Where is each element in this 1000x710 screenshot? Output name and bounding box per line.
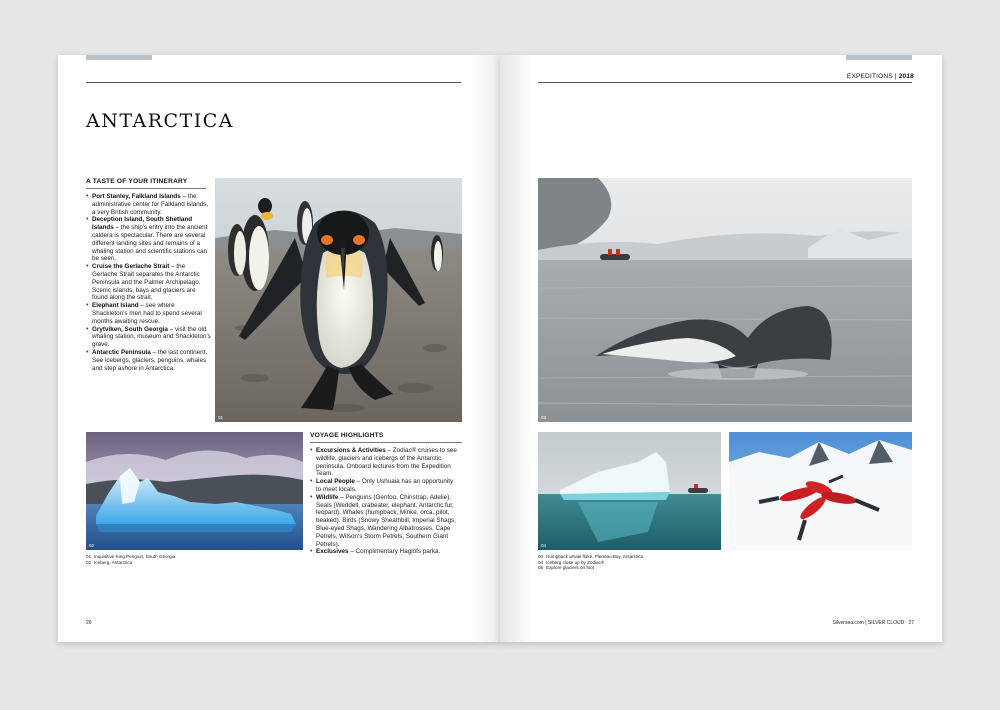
top-rule: [538, 82, 912, 83]
photo-number: 05: [732, 543, 738, 548]
penguin-photo: [215, 178, 462, 422]
spine-shadow: [500, 55, 532, 642]
caption: 04 Iceberg close up by Zodiac®: [538, 559, 605, 565]
page-tab: [846, 55, 912, 60]
photo-number: 04: [541, 543, 547, 548]
photo-captions: [538, 554, 643, 571]
photo-number: 03: [541, 415, 547, 420]
highlights-heading: VOYAGE HIGHLIGHTS: [310, 432, 384, 439]
whale-photo: [538, 178, 912, 422]
photo-number: 02: [89, 543, 95, 548]
top-rule: [86, 82, 461, 83]
list-item: • Port Stanley, Falkland Islands – the administrative center for Falkland Islands, a very British community.: [86, 193, 211, 216]
iceberg-photo: [86, 432, 303, 550]
list-item: • Local People – Only Ushuaia has an opportunity to meet locals.: [310, 478, 460, 494]
running-header: [847, 73, 914, 80]
header-year: 2018: [898, 73, 914, 80]
caption: 01 Inquisitive King Penguin, South Georgia: [86, 554, 176, 559]
list-item: • Excursions & Activities – Zodiac® cruises to see wildlife, glaciers and icebergs of the Antarctic peninsula. Onboard lectures from the Expedition Team.: [310, 447, 460, 478]
header-section: EXPEDITIONS: [846, 73, 893, 80]
right-page: [500, 55, 942, 642]
itinerary-heading: A TASTE OF YOUR ITINERARY: [86, 178, 188, 185]
photo-number: 01: [218, 415, 224, 420]
list-item: • Wildlife – Penguins (Gentoo, Chinstrap, Adelie). Seals (Weddell, crabeater, elephant, Antarctic fur, leopard). Whales (humpback, Minke, orca, pilot, beaked). Birds (Snowy Sheathbill, Imperial Shags, Blue-eyed Shags, Wandering Albatrosses, Cape Petrels, Wilson's Storm Petrels, Southern Giant Petrels).: [310, 494, 460, 549]
page-number: 27: [908, 620, 914, 626]
list-item: • Exclusives – Complimentary Haglöfs parka.: [310, 548, 460, 556]
footer-site: Silversea.com: [832, 620, 864, 626]
snow-explorers-photo: [729, 432, 912, 550]
caption: 05 Explore glaciers on foot: [538, 565, 595, 571]
highlights-rule: [310, 442, 462, 443]
page-footer: [832, 620, 914, 626]
caption: 02 Iceberg, Antarctica: [86, 559, 133, 565]
photo-captions: [86, 554, 175, 565]
list-item: • Elephant Island – see where Shackleton's men had to spend several months awaiting rescue.: [86, 302, 211, 325]
page-tab: [86, 55, 152, 60]
list-item: • Grytviken, South Georgia – visit the old whaling station, museum and Shackleton's grave.: [86, 326, 211, 349]
page-number: 26: [86, 620, 92, 626]
footer-separator: |: [865, 620, 867, 626]
caption: 03 Humpback whale fluke, Pleneau Bay, Antarctica: [538, 554, 644, 559]
zodiac-iceberg-photo: [538, 432, 721, 550]
page-title: ANTARCTICA: [86, 110, 234, 132]
list-item: • Deception Island, South Shetland Islands – the ship's entry into the ancient caldera is spectacular. There are several different landing sites and remains of a whaling station and scientific stations can be seen.: [86, 216, 211, 263]
itinerary-rule: [86, 188, 206, 189]
spine-shadow: [472, 55, 500, 642]
footer-ship: SILVER CLOUD: [867, 620, 905, 626]
highlights-list: [310, 447, 460, 556]
header-separator: |: [894, 73, 897, 80]
itinerary-list: [86, 193, 211, 372]
list-item: • Cruise the Gerlache Strait – the Gerlache Strait separates the Antarctic Peninsula and the Palmer Archipelago. Scenic islands, bays and glaciers are found along the strait.: [86, 263, 211, 302]
left-page: [58, 55, 500, 642]
list-item: • Antarctic Peninsula – the last continent. See icebergs, glaciers, penguins, whales and step ashore in Antarctica.: [86, 349, 211, 372]
